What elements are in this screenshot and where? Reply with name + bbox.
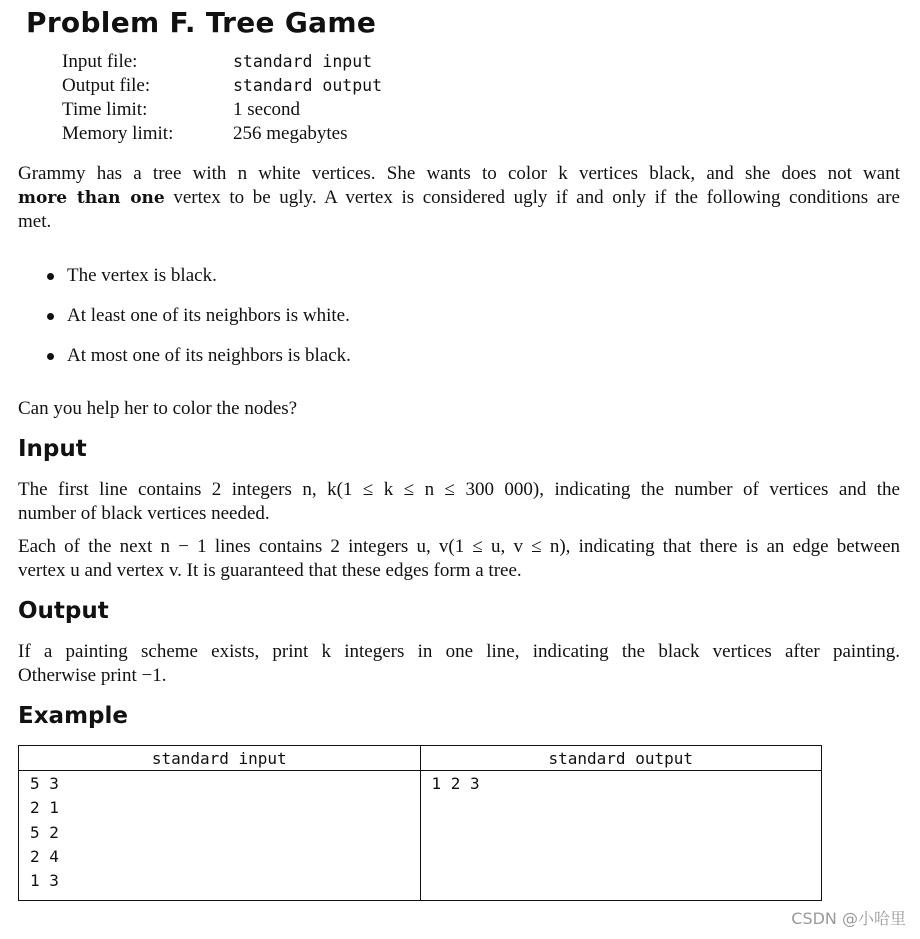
output-line-1: If a painting scheme exists, print k integers in one line, indicating the black vertices after painting. (18, 641, 900, 662)
memory-limit-row (62, 122, 382, 146)
example-body-row (19, 771, 822, 901)
problem-title: Problem F. Tree Game (26, 6, 377, 39)
output-file-label: Output file: (62, 75, 151, 96)
output-paragraph (18, 640, 900, 688)
bullet-icon (47, 273, 54, 280)
list-item-text: At most one of its neighbors is black. (67, 345, 351, 366)
memory-limit-label: Memory limit: (62, 123, 174, 144)
output-file-value: standard output (233, 76, 383, 95)
list-item (18, 302, 351, 342)
statement-line-3: met. (18, 211, 52, 232)
example-input-header: standard input (19, 746, 421, 771)
statement-line-1: Grammy has a tree with n white vertices. She wants to color k vertices black, and she does not want (18, 163, 900, 184)
bullet-icon (47, 353, 54, 360)
example-heading: Example (18, 703, 128, 729)
time-limit-row (62, 98, 382, 122)
output-line-2: Otherwise print −1. (18, 665, 167, 686)
question-paragraph (18, 397, 900, 421)
example-output-line: 1 2 3 (431, 774, 480, 793)
list-item (18, 262, 351, 302)
example-header-row (19, 746, 822, 771)
memory-limit-value: 256 megabytes (233, 123, 348, 144)
input-file-label: Input file: (62, 51, 138, 72)
csdn-watermark: CSDN @小哈里 (791, 909, 906, 928)
example-output-cell (420, 771, 822, 901)
example-input-cell (19, 771, 421, 901)
bullet-icon (47, 313, 54, 320)
input-p1-line-2: number of black vertices needed. (18, 503, 270, 524)
example-input-line: 2 4 (30, 846, 59, 866)
statement-emphasis: more than one (18, 188, 165, 208)
input-p2-line-1: Each of the next n − 1 lines contains 2 integers u, v(1 ≤ u, v ≤ n), indicating that there is an edge between (18, 536, 900, 557)
output-heading: Output (18, 598, 109, 624)
ugly-conditions-list (18, 262, 351, 382)
input-paragraph-1 (18, 478, 900, 526)
input-p1-line-1: The first line contains 2 integers n, k(1 ≤ k ≤ n ≤ 300 000), indicating the number of vertices and the (18, 479, 900, 500)
example-table (18, 745, 822, 901)
output-file-row (62, 74, 382, 98)
example-input-line: 5 3 (30, 774, 59, 793)
example-input-line: 1 3 (30, 871, 59, 891)
list-item-text: At least one of its neighbors is white. (67, 305, 350, 326)
time-limit-value: 1 second (233, 99, 301, 120)
example-input-line: 2 1 (30, 798, 59, 818)
list-item-text: The vertex is black. (67, 265, 217, 286)
input-file-value: standard input (233, 52, 373, 71)
example-output-header: standard output (420, 746, 822, 771)
input-p2-line-2: vertex u and vertex v. It is guaranteed that these edges form a tree. (18, 560, 522, 581)
example-input-line: 5 2 (30, 822, 59, 842)
statement-line-2-rest: vertex to be ugly. A vertex is considered ugly if and only if the following conditions are (164, 187, 900, 208)
time-limit-label: Time limit: (62, 99, 148, 120)
input-paragraph-2 (18, 535, 900, 583)
list-item (18, 342, 351, 382)
input-file-row (62, 50, 382, 74)
question-text: Can you help her to color the nodes? (18, 398, 298, 419)
problem-limits-table (62, 50, 382, 146)
input-heading: Input (18, 436, 87, 462)
statement-paragraph (18, 162, 900, 234)
statement-line-2 (18, 186, 900, 210)
